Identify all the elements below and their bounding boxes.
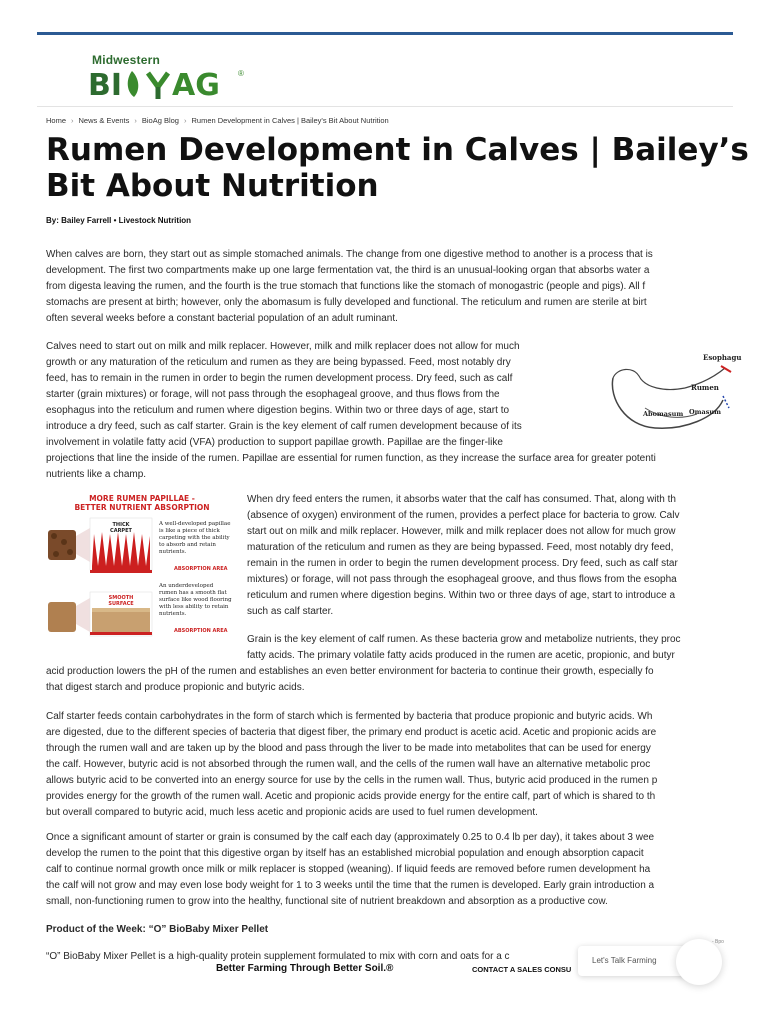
smooth-desc-line: surface like wood flooring [159, 597, 232, 603]
logo-midwestern-text: Midwestern [92, 53, 161, 67]
text-line: start out on milk and milk replacer. However, milk and milk replacer does not allow for much grow [247, 526, 676, 537]
label-carpet: CARPET [110, 528, 132, 534]
text-line: small, non-functioning rumen to grow into the healthy, functional site of nutrient breakdown and absorption as a productive cow. [46, 896, 608, 907]
top-accent-line [37, 32, 733, 35]
text-line: such as calf starter. [247, 606, 334, 617]
paragraph-grain-indented [247, 632, 733, 664]
text-line: nutrients like a champ. [46, 469, 147, 480]
absorption-area-label-2: ABSORPTION AREA [174, 628, 228, 634]
paragraph-dry-feed [247, 492, 733, 620]
breadcrumb-separator: › [134, 116, 137, 125]
text-line: are digested, due to the different species of bacteria that digest fiber, the primary end product is acetic acid. Acetic and propionic acids are [46, 727, 657, 738]
smooth-desc-line: An underdeveloped [159, 583, 214, 589]
thick-desc-line: carpeting with the ability [159, 535, 230, 541]
paragraph-weaning [46, 830, 733, 910]
text-line: fatty acids. The primary volatile fatty acids produced in the rumen are acetic, propionic, and butyr [247, 650, 675, 661]
breadcrumb-divider [37, 106, 733, 107]
contact-sales-link[interactable]: CONTACT A SALES CONSU [472, 965, 572, 974]
thick-desc-line: to absorb and retain [159, 542, 216, 548]
label-omasum: Omasum [689, 408, 722, 416]
label-esophagus: Esophagu [703, 353, 742, 362]
chat-prompt-text: Let's Talk Farming [592, 956, 657, 965]
text-line: maturation of the reticulum and rumen as they are being bypassed. Feed, most notably dry feed, [247, 542, 674, 553]
text-line: When dry feed enters the rumen, it absorbs water that the calf has consumed. That, along with th [247, 494, 676, 505]
breadcrumb-current: Rumen Development in Calves | Bailey's Bit About Nutrition [191, 116, 389, 125]
text-line: through the rumen wall and are taken up by the blood and pass through the liver to be made into metabolites that can be used for energy [46, 743, 651, 754]
smooth-desc-line: nutrients. [159, 611, 187, 617]
breadcrumb-separator: › [183, 116, 187, 125]
text-line: develop the rumen to the point that this digestive organ by itself has an established microbial population and enough absorption capacit [46, 848, 644, 859]
breadcrumb-separator: › [71, 116, 74, 125]
smooth-desc-line: rumen has a smooth flat [159, 590, 227, 596]
text-line: acid production lowers the pH of the rumen and establishes an even better environment for bacteria to continue their growth, especially fo [46, 666, 654, 677]
title-line: Rumen Development in Calves | Bailey’s [46, 132, 749, 168]
breadcrumb-bioag-blog[interactable]: BioAg Blog [141, 116, 179, 125]
text-line: (absence of oxygen) environment of the rumen, provides a perfect place for bacteria to grow. Calv [247, 510, 680, 521]
smooth-desc-line: with less ability to retain [159, 604, 229, 610]
text-line: growth or any maturation of the reticulum and rumen as they are being bypassed. Feed, most notably dry [46, 357, 511, 368]
svg-text:BI: BI [88, 68, 123, 103]
papillae-figure [46, 492, 238, 654]
text-line: often several weeks before a constant bacterial population of an adult ruminant. [46, 313, 398, 324]
stomach-diagram [605, 348, 742, 438]
chat-launcher-button[interactable] [676, 939, 722, 985]
breadcrumb-home[interactable]: Home [46, 116, 67, 125]
title-line: Bit About Nutrition [46, 168, 379, 204]
papillae-figure-drawing [46, 492, 238, 654]
product-of-week-heading-wrap [46, 922, 733, 938]
product-of-week-text: “O” BioBaby Mixer Pellet is a high-quality protein supplement formulated to mix with corn and oats for a c [46, 951, 510, 962]
page-title [46, 132, 749, 204]
text-line: provides energy for the growth of the rumen wall. Acetic and propionic acids provide energy for the entire calf, part of which is shared to th [46, 791, 656, 802]
paragraph-calf-starter [46, 709, 733, 821]
breadcrumb [46, 116, 389, 125]
label-surface: SURFACE [108, 601, 134, 607]
absorption-area-label-1: ABSORPTION AREA [174, 566, 228, 572]
text-line: When calves are born, they start out as simple stomached animals. The change from one digestive method to another is a process that is [46, 249, 653, 260]
author-byline: By: Bailey Farrell • Livestock Nutrition [46, 216, 192, 225]
text-line: that digest starch and produce propionic and butyric acids. [46, 682, 305, 693]
stomach-diagram-drawing [605, 348, 742, 438]
text-line: projections that line the inside of the rumen. Papillae are essential for rumen function, as they increase the surface area for greater potenti [46, 453, 656, 464]
text-line: from digesta leaving the rumen, and the fourth is the true stomach that functions like the stomach of monogastric (people and pigs). All f [46, 281, 646, 292]
text-line: allows butyric acid to be converted into an energy source for use by the cells in the rumen wall. Thus, butyric acid produced in the rumen p [46, 775, 658, 786]
label-smooth: SMOOTH [108, 595, 134, 601]
thick-desc-line: nutrients. [159, 549, 187, 555]
text-line: Calf starter feeds contain carbohydrates in the form of starch which is fermented by bacteria that produce propionic and butyric acids. Wh [46, 711, 653, 722]
text-line: development. The first two compartments make up one large fermentation vat, the third is an unusual-looking organ that absorbs water a [46, 265, 650, 276]
chat-note: - Bpo [712, 939, 724, 945]
text-line: the calf will not grow and may even lose body weight for 1 to 3 weeks until the time that the rumen is developed. Early grain introduction a [46, 880, 655, 891]
text-line: starter (grain mixtures) or forage, will not pass through the esophageal groove, and thus flows from the [46, 389, 500, 400]
text-line: esophagus into the reticulum and rumen where digestion begins. Within two or three days of age, start to [46, 405, 510, 416]
logo-leaf-icon [88, 65, 258, 105]
text-line: Calves need to start out on milk and milk replacer. However, milk and milk replacer does not allow for much [46, 341, 520, 352]
text-line: reticulum and rumen where digestion begins. Within two or three days of age, start to introduce a [247, 590, 676, 601]
text-line: remain in the rumen in order to begin the rumen development process. Dry feed, such as calf star [247, 558, 678, 569]
text-line: feed, has to remain in the rumen in order to begin the rumen development process. Dry feed, such as calf [46, 373, 513, 384]
paragraph-intro [46, 247, 733, 327]
text-line: involvement in volatile fatty acid (VFA) production to support papillae growth. Papillae are the finger-like [46, 437, 503, 448]
figure-title-line-2: BETTER NUTRIENT ABSORPTION [74, 503, 210, 512]
thick-desc-line: is like a piece of thick [159, 528, 220, 534]
svg-text:AG: AG [172, 68, 220, 103]
text-line: but overall compared to butyric acid, much less acetic and propionic acids are used to fuel rumen development. [46, 807, 538, 818]
text-line: Grain is the key element of calf rumen. As these bacteria grow and metabolize nutrients, they proc [247, 634, 681, 645]
text-line: introduce a dry feed, such as calf starter. Grain is the key element of calf rumen development because of its [46, 421, 522, 432]
text-line: calf to continue normal growth once milk or milk replacer is stopped (weaning). If liquid feeds are removed before rumen development ha [46, 864, 651, 875]
figure-title-line-1: MORE RUMEN PAPILLAE - [89, 494, 195, 503]
text-line: Once a significant amount of starter or grain is consumed by the calf each day (approximately 0.25 to 0.4 lb per day), it takes about 3 wee [46, 832, 655, 843]
logo-registered-mark: ® [238, 69, 244, 78]
product-of-week-heading: Product of the Week: “O” BioBaby Mixer Pellet [46, 924, 269, 935]
label-rumen: Rumen [691, 383, 719, 392]
text-line: stomachs are present at birth; however, only the abomasum is fully developed and functional. The reticulum and rumen are sterile at birt [46, 297, 647, 308]
footer-tagline: Better Farming Through Better Soil.® [216, 963, 394, 974]
chat-prompt-bubble[interactable] [578, 946, 688, 976]
label-abomasum: Abomasum [643, 410, 684, 418]
text-line: the calf. However, butyric acid is not absorbed through the rumen wall, and the cells of the rumen wall have an alternative metabolic proc [46, 759, 651, 770]
paragraph-grain [46, 664, 733, 696]
text-line: mixtures) or forage, will not pass through the esophageal groove, and thus flows from the esopha [247, 574, 677, 585]
thick-desc-line: A well-developed papillae [159, 521, 231, 527]
label-thick: THICK [112, 522, 130, 528]
breadcrumb-news-events[interactable]: News & Events [78, 116, 130, 125]
midwestern-bioag-logo[interactable] [88, 53, 258, 103]
